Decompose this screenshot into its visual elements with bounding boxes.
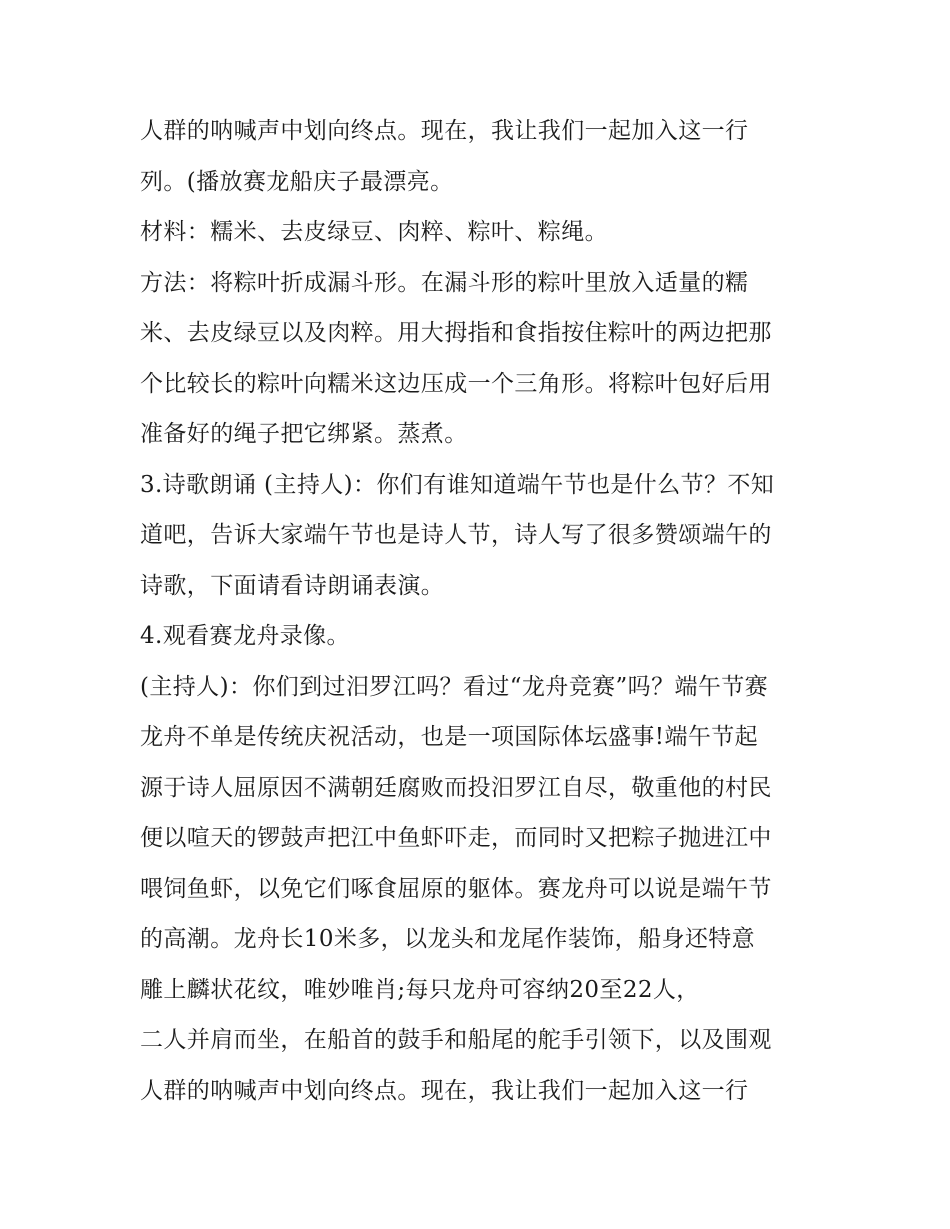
text-line: 4.观看赛龙舟录像。	[140, 623, 350, 649]
text-line: 道吧，告诉大家端午节也是诗人节，诗人写了很多赞颂端午的	[140, 522, 772, 548]
text-line: 人群的呐喊声中划向终点。现在，我让我们一起加入这一行	[140, 1077, 749, 1104]
text-line: 材料：糯米、去皮绿豆、肉粹、粽叶、粽绳。	[140, 219, 608, 245]
text-line: 诗歌，下面请看诗朗诵表演。	[140, 572, 445, 599]
text-line: 方法：将粽叶折成漏斗形。在漏斗形的粽叶里放入适量的糯	[140, 269, 749, 296]
text-line: (主持人)：你们到过汨罗江吗？看过“龙舟竞赛”吗？端午节赛	[140, 673, 769, 700]
text-line: 的高潮。龙舟长10米多，以龙头和龙尾作装饰，船身还特意	[140, 926, 756, 952]
text-line: 人群的呐喊声中划向终点。现在，我让我们一起加入这一行	[140, 118, 749, 144]
text-line: 个比较长的粽叶向糯米这边压成一个三角形。将粽叶包好后用	[140, 370, 772, 397]
text-line: 雕上麟状花纹，唯妙唯肖;每只龙舟可容纳20至22人，	[140, 976, 700, 1003]
document-body	[140, 106, 812, 1116]
text-line: 列。(播放赛龙船庆子最漂亮。	[140, 168, 454, 195]
text-line: 米、去皮绿豆以及肉粹。用大拇指和食指按住粽叶的两边把那	[140, 320, 772, 346]
text-line: 龙舟不单是传统庆祝活动，也是一项国际体坛盛事!端午节起	[140, 724, 759, 750]
text-line: 准备好的绳子把它绑紧。蒸煮。	[140, 421, 468, 447]
text-line: 喂饲鱼虾，以免它们啄食屈原的躯体。赛龙舟可以说是端午节	[140, 875, 772, 902]
text-line: 二人并肩而坐，在船首的鼓手和船尾的舵手引领下，以及围观	[140, 1027, 772, 1053]
text-line: 便以喧天的锣鼓声把江中鱼虾吓走，而同时又把粽子抛进江中	[140, 825, 772, 851]
text-line: 3.诗歌朗诵 (主持人)：你们有谁知道端午节也是什么节？不知	[140, 471, 775, 498]
text-line: 源于诗人屈原因不满朝廷腐败而投汨罗江自尽，敬重他的村民	[140, 774, 772, 801]
